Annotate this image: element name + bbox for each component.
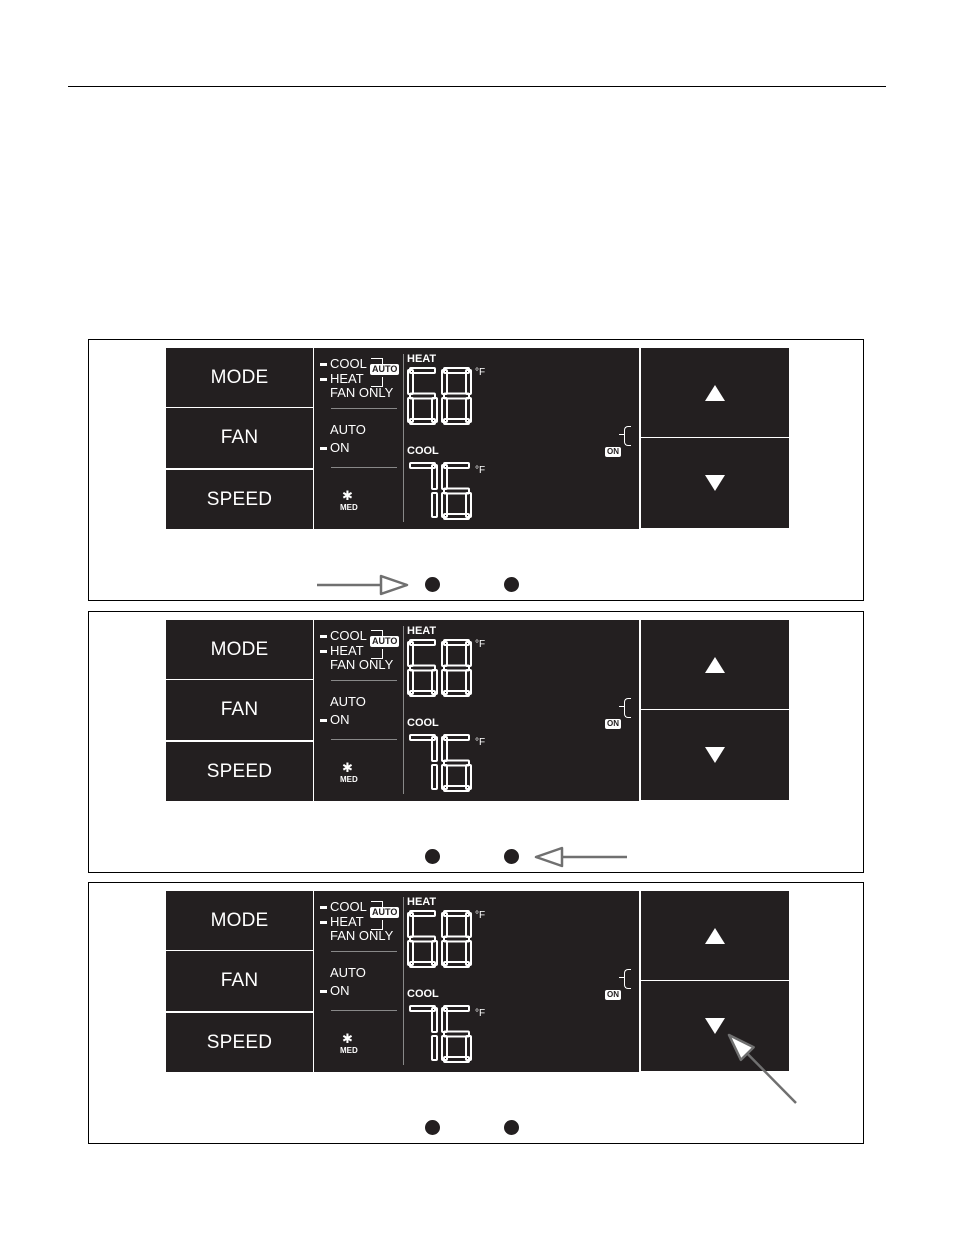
heat-unit: °F [475,910,486,921]
fan-on-label: ON [330,983,350,998]
unit-label: F [479,465,486,476]
fan-icon: ✱ [342,760,353,775]
unit-label: F [479,910,486,921]
unit-label: F [479,1008,486,1019]
callout-arrow [89,340,865,602]
cool-unit: °F [475,1008,486,1019]
unit-label: F [479,737,486,748]
mode-cool-label: COOL [330,356,367,371]
mode-heat-label: HEAT [330,371,364,386]
fan-icon: ✱ [342,1031,353,1046]
fan-icon: ✱ [342,488,353,503]
on-badge: ON [607,719,619,728]
auto-badge: AUTO [372,907,398,917]
heat-unit: °F [475,639,486,650]
fan-button[interactable]: FAN [166,680,313,740]
callout-arrow [89,883,865,1145]
mode-button[interactable]: MODE [166,891,313,950]
cool-label: COOL [407,445,439,457]
callout-arrow [89,612,865,874]
fan-auto-label: AUTO [330,422,366,437]
fan-on-label: ON [330,712,350,727]
heat-label: HEAT [407,625,437,637]
unit-label: F [479,367,486,378]
mode-cool-label: COOL [330,899,367,914]
fan-button[interactable]: FAN [166,951,313,1011]
mode-button[interactable]: MODE [166,348,313,407]
mode-button[interactable]: MODE [166,620,313,679]
fan-button[interactable]: FAN [166,408,313,468]
fan-speed-label: MED [340,503,358,512]
fan-auto-label: AUTO [330,965,366,980]
on-badge: ON [607,447,619,456]
fan-speed-label: MED [340,1046,358,1055]
cool-unit: °F [475,737,486,748]
fan-auto-label: AUTO [330,694,366,709]
heat-unit: °F [475,367,486,378]
mode-cool-label: COOL [330,628,367,643]
top-rule [68,86,886,87]
speed-button[interactable]: SPEED [166,1013,313,1072]
mode-fan-only-label: FAN ONLY [330,385,394,400]
cool-label: COOL [407,717,439,729]
auto-badge: AUTO [372,364,398,374]
panel-frame [88,339,864,601]
speed-button[interactable]: SPEED [166,742,313,801]
auto-badge: AUTO [372,636,398,646]
mode-heat-label: HEAT [330,643,364,658]
panel-frame [88,882,864,1144]
mode-fan-only-label: FAN ONLY [330,657,394,672]
cool-unit: °F [475,465,486,476]
fan-on-label: ON [330,440,350,455]
unit-label: F [479,639,486,650]
cool-label: COOL [407,988,439,1000]
panel-frame [88,611,864,873]
speed-button[interactable]: SPEED [166,470,313,529]
callout-arrowhead [381,576,407,594]
on-badge: ON [607,990,619,999]
callout-arrowhead [536,848,562,866]
mode-fan-only-label: FAN ONLY [330,928,394,943]
fan-speed-label: MED [340,775,358,784]
mode-heat-label: HEAT [330,914,364,929]
heat-label: HEAT [407,896,437,908]
heat-label: HEAT [407,353,437,365]
